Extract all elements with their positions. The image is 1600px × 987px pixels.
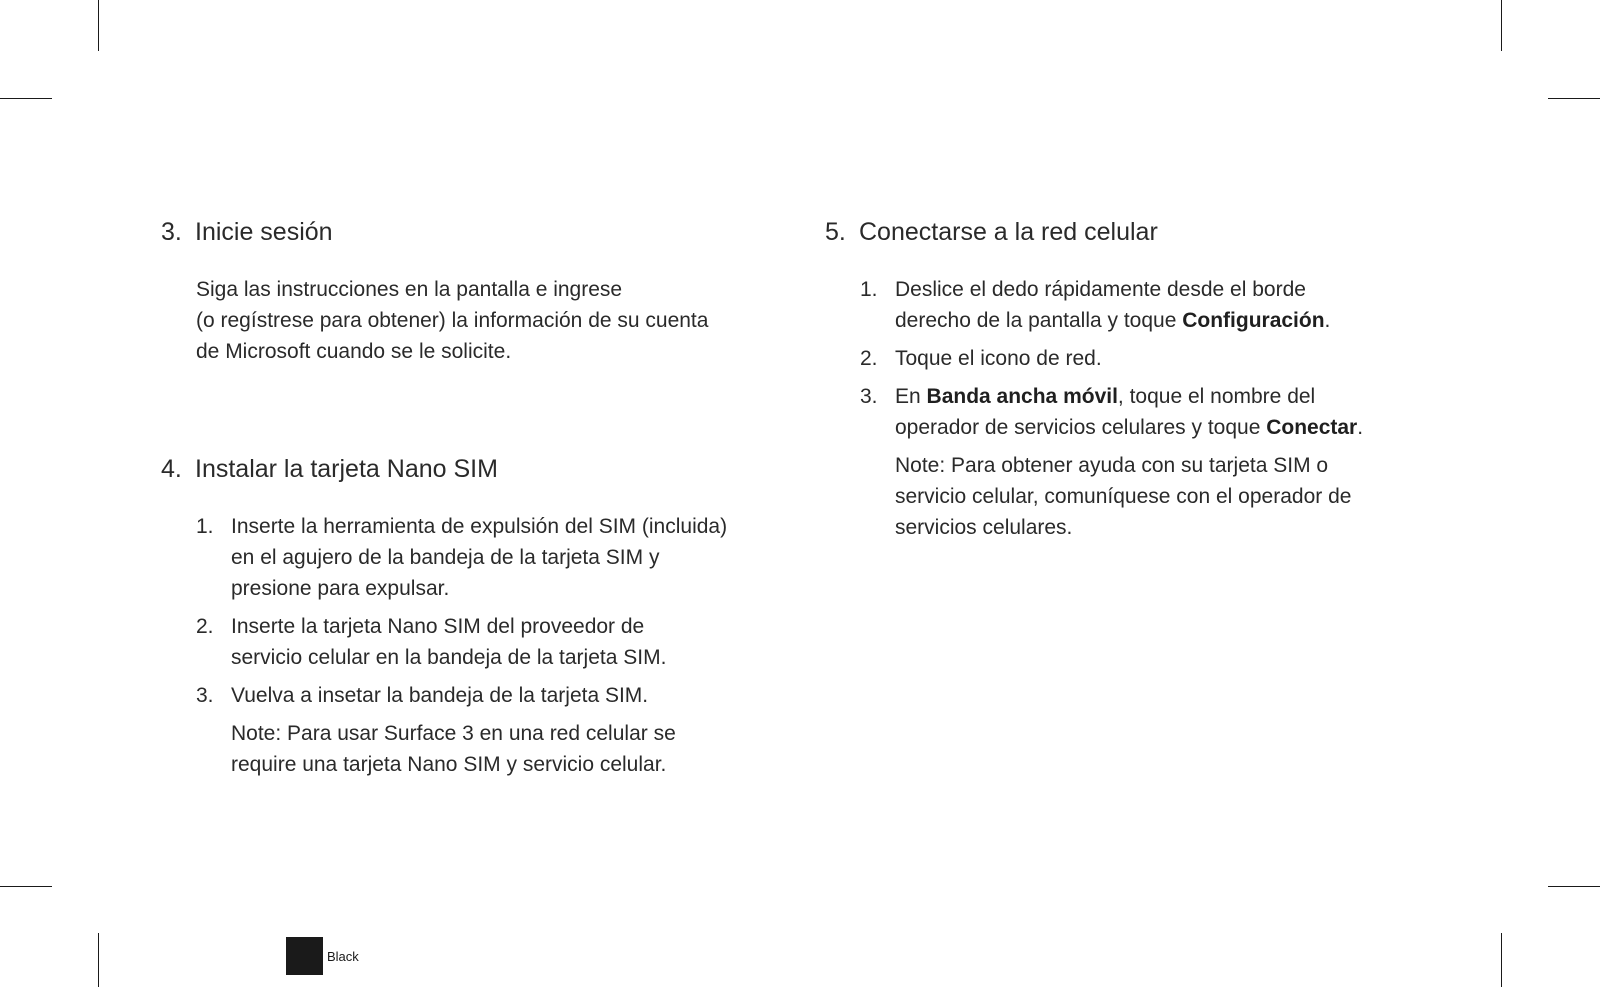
crop-mark-bottom-right-vertical <box>1501 933 1502 987</box>
steps-list <box>196 511 727 711</box>
section-number: 5. <box>825 218 846 246</box>
step-text <box>895 274 1330 336</box>
step-line: Inserte la tarjeta Nano SIM del proveedor de <box>231 615 645 638</box>
body-line: (o regístrese para obtener) la información de su cuenta <box>196 309 709 332</box>
section-number: 4. <box>161 455 182 483</box>
section-title-text: Instalar la tarjeta Nano SIM <box>195 455 498 483</box>
list-item <box>196 611 727 673</box>
step-line: Vuelva a insetar la bandeja de la tarjeta SIM. <box>231 684 649 707</box>
section-body <box>196 274 708 367</box>
step-number: 3. <box>196 684 214 707</box>
step-line: Deslice el dedo rápidamente desde el borde <box>895 278 1306 301</box>
section-title <box>161 218 708 247</box>
step-line: presione para expulsar. <box>231 577 450 600</box>
list-item <box>860 343 1363 374</box>
section-number: 3. <box>161 218 182 246</box>
section-sign-in <box>161 218 708 367</box>
step-number: 2. <box>196 615 214 638</box>
step-number: 1. <box>196 515 214 538</box>
crop-mark-top-left-horizontal <box>0 98 52 99</box>
note <box>895 450 1363 543</box>
crop-mark-top-right-horizontal <box>1548 98 1600 99</box>
connect-term: Conectar <box>1266 416 1358 439</box>
section-install-nano-sim <box>161 455 727 780</box>
note-line: Note: Para usar Surface 3 en una red celular se <box>231 722 676 745</box>
crop-mark-top-left-vertical <box>98 0 99 51</box>
step-line <box>895 305 1330 336</box>
step-line: servicio celular en la bandeja de la tarjeta SIM. <box>231 646 667 669</box>
mobile-broadband-term: Banda ancha móvil <box>926 385 1118 408</box>
step-text <box>231 680 648 711</box>
step-text <box>895 381 1363 443</box>
step-line: Toque el icono de red. <box>895 347 1102 370</box>
step-line <box>895 412 1363 443</box>
section-title-text: Inicie sesión <box>195 218 333 246</box>
color-swatch-label: Black <box>327 949 359 964</box>
step-number: 2. <box>860 347 878 370</box>
crop-mark-bottom-right-horizontal <box>1548 886 1600 887</box>
note-line: Note: Para obtener ayuda con su tarjeta SIM o <box>895 454 1329 477</box>
step-text-segment: derecho de la pantalla y toque <box>895 309 1183 332</box>
crop-mark-bottom-left-vertical <box>98 933 99 987</box>
step-text-segment: , toque el nombre del <box>1117 385 1316 408</box>
body-line: Siga las instrucciones en la pantalla e ingrese <box>196 278 623 301</box>
section-title <box>825 218 1363 247</box>
step-text <box>231 511 727 604</box>
list-item <box>196 511 727 604</box>
section-title-text: Conectarse a la red celular <box>859 218 1158 246</box>
step-line: Inserte la herramienta de expulsión del SIM (incluida) <box>231 515 728 538</box>
list-item <box>860 381 1363 443</box>
step-text-segment: . <box>1357 416 1364 439</box>
step-text <box>231 611 666 673</box>
steps-list <box>860 274 1363 443</box>
body-line: de Microsoft cuando se le solicite. <box>196 340 512 363</box>
step-number: 1. <box>860 278 878 301</box>
step-number: 3. <box>860 385 878 408</box>
list-item <box>860 274 1363 336</box>
note-line: require una tarjeta Nano SIM y servicio celular. <box>231 753 667 776</box>
section-connect-cellular <box>825 218 1363 543</box>
color-swatch <box>286 937 323 975</box>
step-text <box>895 343 1102 374</box>
settings-term: Configuración <box>1182 309 1325 332</box>
step-text-segment: En <box>895 385 927 408</box>
step-text-segment: operador de servicios celulares y toque <box>895 416 1267 439</box>
note-line: servicios celulares. <box>895 516 1073 539</box>
list-item <box>196 680 727 711</box>
step-text-segment: . <box>1324 309 1331 332</box>
step-line: en el agujero de la bandeja de la tarjeta SIM y <box>231 546 660 569</box>
crop-mark-top-right-vertical <box>1501 0 1502 51</box>
section-title <box>161 455 727 484</box>
crop-mark-bottom-left-horizontal <box>0 886 52 887</box>
note <box>231 718 727 780</box>
step-line <box>895 381 1363 412</box>
note-line: servicio celular, comuníquese con el operador de <box>895 485 1352 508</box>
